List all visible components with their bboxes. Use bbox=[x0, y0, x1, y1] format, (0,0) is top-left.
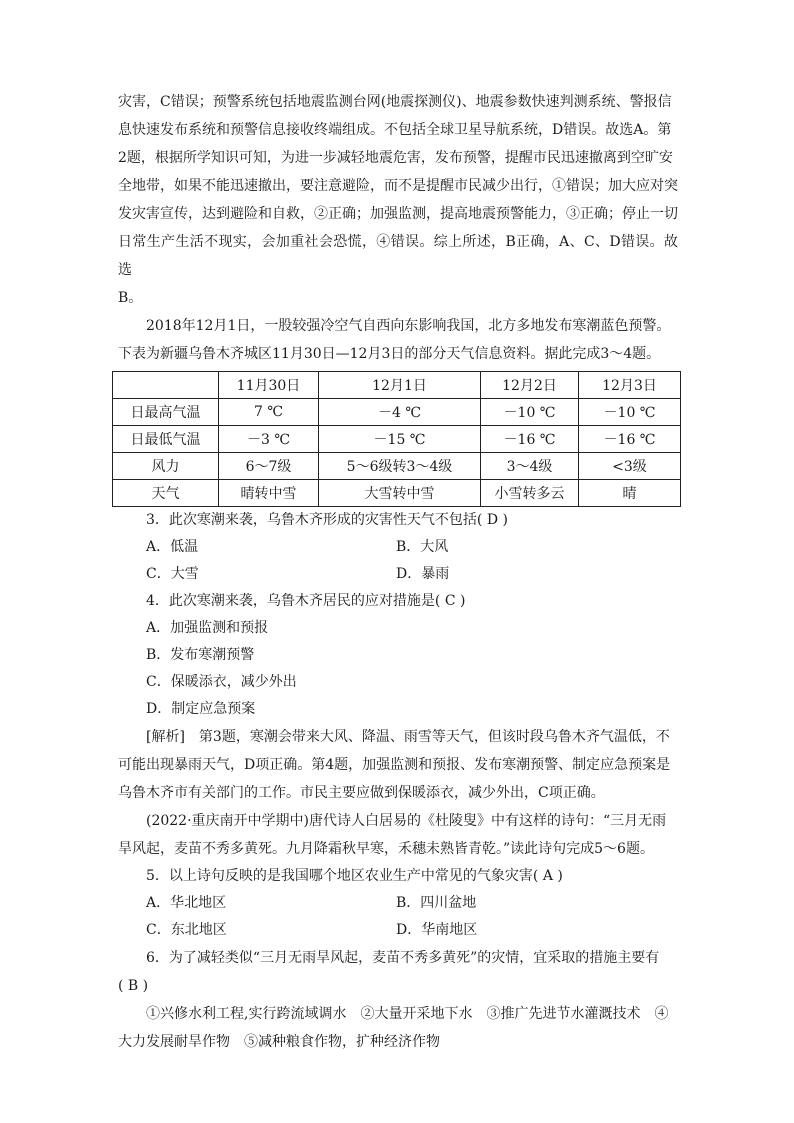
text-line: [解析] 第3题，寒潮会带来大风、降温、雨雪等天气，但该时段乌鲁木齐气温低，不 bbox=[146, 729, 670, 745]
table-cell: 晴 bbox=[579, 480, 681, 507]
table-cell: －4 ℃ bbox=[319, 399, 481, 426]
option-row bbox=[118, 534, 678, 561]
text-line: 2题，根据所学知识可知，为进一步减轻地震危害，发布预警，提醒市民迅速撤离到空旷安 bbox=[118, 150, 673, 166]
text-line: (2022·重庆南开中学期中)唐代诗人白居易的《杜陵叟》中有这样的诗句：“三月无雨 bbox=[146, 813, 667, 829]
question-stem: 5．以上诗句反映的是我国哪个地区农业生产中常见的气象灾害( A ) bbox=[146, 868, 563, 884]
table-cell: －3 ℃ bbox=[219, 426, 319, 453]
table-header-cell: 12月1日 bbox=[319, 372, 481, 399]
option-a: A．加强监测和预报 bbox=[146, 620, 269, 636]
question-answer: ( B ) bbox=[118, 978, 149, 994]
table-cell: 6～7级 bbox=[219, 453, 319, 480]
document-page bbox=[118, 88, 678, 1056]
question-4 bbox=[118, 588, 678, 723]
text-line: 乌鲁木齐市有关部门的工作。市民主要应做到保暖添衣，减少外出，C项正确。 bbox=[118, 785, 605, 801]
table-cell: 小雪转多云 bbox=[481, 480, 579, 507]
option-c: C．大雪 bbox=[146, 566, 199, 582]
option-row bbox=[118, 917, 678, 944]
table-cell: 晴转中雪 bbox=[219, 480, 319, 507]
text-line: 2018年12月1日，一股较强冷空气自西向东影响我国，北方多地发布寒潮蓝色预警。 bbox=[146, 318, 671, 334]
table-row bbox=[113, 480, 681, 507]
text-line: B。 bbox=[118, 290, 143, 306]
option-row bbox=[118, 890, 678, 917]
option-row bbox=[118, 561, 678, 588]
option-c: C．东北地区 bbox=[146, 922, 227, 938]
option-b: B．大风 bbox=[396, 539, 449, 555]
table-cell: 大雪转中雪 bbox=[319, 480, 481, 507]
table-header-cell: 12月3日 bbox=[579, 372, 681, 399]
table-cell: 7 ℃ bbox=[219, 399, 319, 426]
table-cell: 风力 bbox=[113, 453, 219, 480]
text-line: 发灾害宣传，达到避险和自救，②正确；加强监测，提高地震预警能力，③正确；停止一切 bbox=[118, 206, 678, 222]
option-b: B．发布寒潮预警 bbox=[146, 647, 255, 663]
text-line: 旱风起，麦苗不秀多黄死。九月降霜秋早寒，禾穗未熟皆青乾。”读此诗句完成5～6题。 bbox=[118, 841, 654, 857]
table-cell: －15 ℃ bbox=[319, 426, 481, 453]
question-5 bbox=[118, 863, 678, 944]
text-line: 下表为新疆乌鲁木齐城区11月30日—12月3日的部分天气信息资料。据此完成3～4题。 bbox=[118, 346, 661, 362]
option-d: D．华南地区 bbox=[396, 922, 478, 938]
option-a: A．低温 bbox=[146, 539, 199, 555]
table-row bbox=[113, 453, 681, 480]
question-stem: 6．为了减轻类似“三月无雨旱风起，麦苗不秀多黄死”的灾情，宜采取的措施主要有 bbox=[146, 950, 660, 966]
option-c: C．保暖添衣，减少外出 bbox=[146, 674, 297, 690]
option-a: A．华北地区 bbox=[146, 895, 227, 911]
text-line: 日常生产生活不现实，会加重社会恐慌，④错误。综上所述，B正确，A、C、D错误。故选 bbox=[118, 234, 678, 278]
poem-intro-paragraph bbox=[118, 807, 678, 863]
table-header-cell bbox=[113, 372, 219, 399]
table-cell: 5～6级转3～4级 bbox=[319, 453, 481, 480]
table-cell: 天气 bbox=[113, 480, 219, 507]
question-6 bbox=[118, 944, 678, 1056]
table-header-row bbox=[113, 372, 681, 399]
table-cell: 日最低气温 bbox=[113, 426, 219, 453]
text-line: 可能出现暴雨天气，D项正确。第4题，加强监测和预报、发布寒潮预警、制定应急预案是 bbox=[118, 757, 671, 773]
question-stem: 4．此次寒潮来袭，乌鲁木齐居民的应对措施是( C ) bbox=[146, 593, 466, 609]
table-cell: －16 ℃ bbox=[579, 426, 681, 453]
table-cell: 日最高气温 bbox=[113, 399, 219, 426]
analysis-paragraph bbox=[118, 723, 678, 807]
option-d: D．暴雨 bbox=[396, 566, 450, 582]
option-b: B．四川盆地 bbox=[396, 895, 477, 911]
weather-table bbox=[112, 371, 681, 507]
table-header-cell: 12月2日 bbox=[481, 372, 579, 399]
text-line: 灾害，C错误；预警系统包括地震监测台网(地震探测仪)、地震参数快速判测系统、警报信 bbox=[118, 94, 672, 110]
text-line: 息快速发布系统和预警信息接收终端组成。不包括全球卫星导航系统，D错误。故选A。第 bbox=[118, 122, 672, 138]
question-stem: 3．此次寒潮来袭，乌鲁木齐形成的灾害性天气不包括( D ) bbox=[146, 512, 508, 528]
question-3 bbox=[118, 507, 678, 588]
option-list: 大力发展耐旱作物 ⑤减种粮食作物，扩种经济作物 bbox=[118, 1034, 440, 1050]
option-d: D．制定应急预案 bbox=[146, 701, 256, 717]
intro-paragraph bbox=[118, 312, 678, 368]
table-header-cell: 11月30日 bbox=[219, 372, 319, 399]
table-cell: －16 ℃ bbox=[481, 426, 579, 453]
option-list: ①兴修水利工程,实行跨流域调水 ②大量开采地下水 ③推广先进节水灌溉技术 ④ bbox=[146, 1006, 669, 1022]
table-row bbox=[113, 426, 681, 453]
table-row bbox=[113, 399, 681, 426]
table-cell: －10 ℃ bbox=[579, 399, 681, 426]
table-cell: －10 ℃ bbox=[481, 399, 579, 426]
table-cell: 3～4级 bbox=[481, 453, 579, 480]
text-line: 全地带，如果不能迅速撤出，要注意避险，而不是提醒市民减少出行，①错误；加大应对突 bbox=[118, 178, 678, 194]
table-cell: <3级 bbox=[579, 453, 681, 480]
answer-explanation-paragraph bbox=[118, 88, 678, 312]
